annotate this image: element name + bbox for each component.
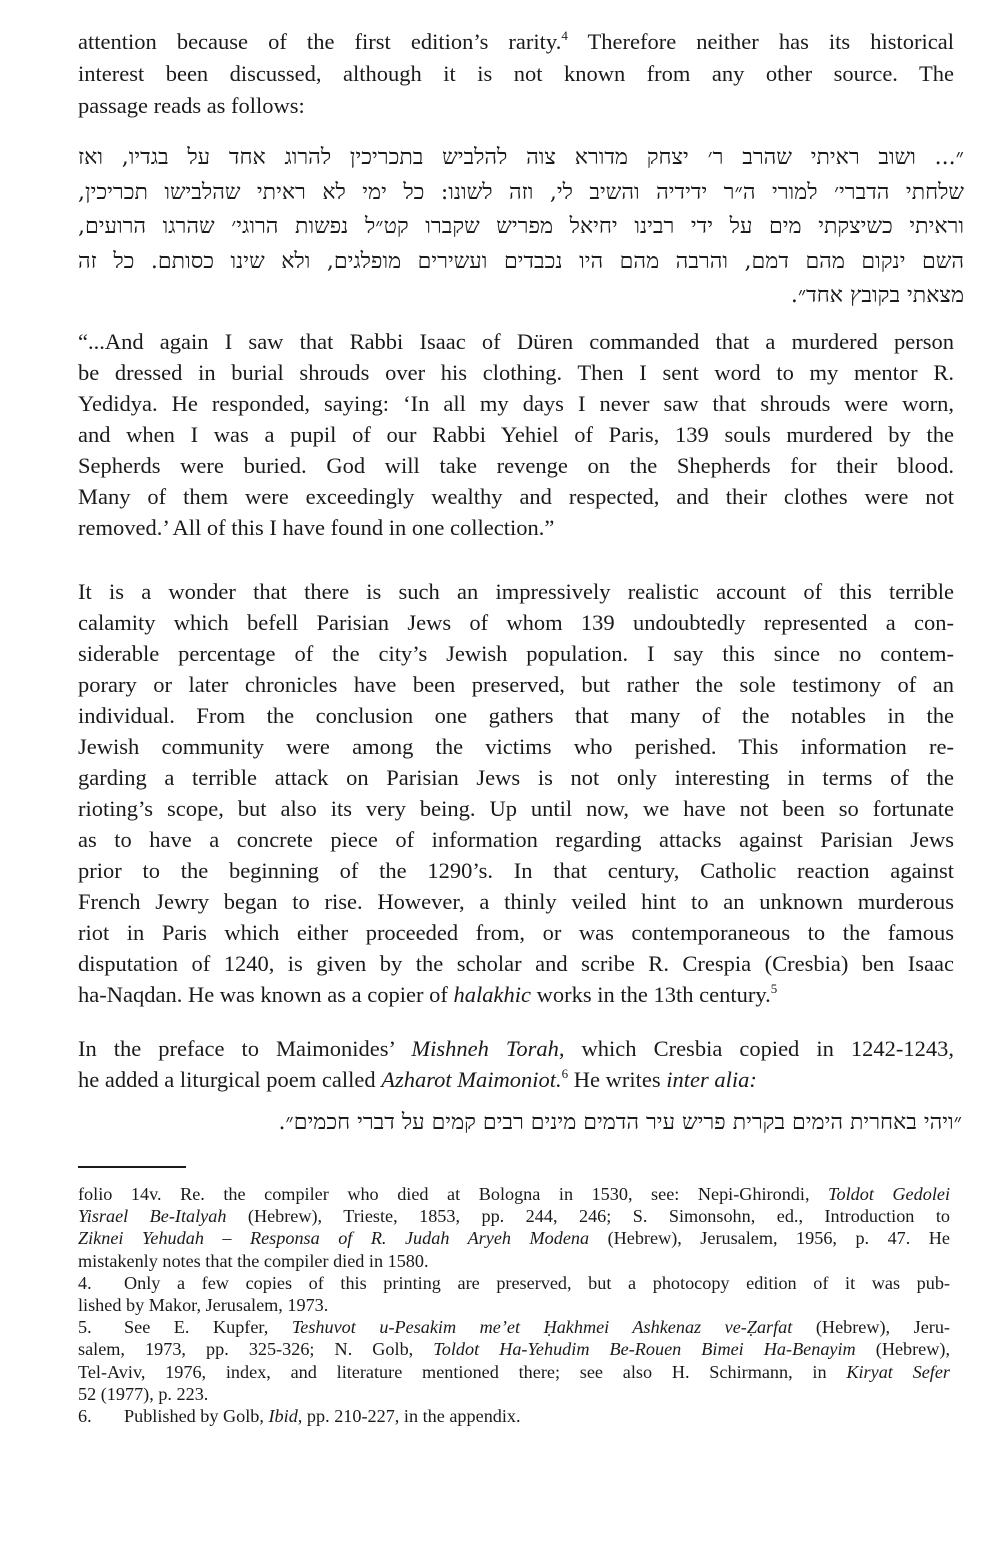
- footnote-number: 4.: [78, 1272, 92, 1293]
- footnote-line: [78, 1361, 950, 1383]
- body-line: riot in Paris which either proceeded from, or was contemporaneous to the famous: [78, 920, 954, 945]
- preface-text: He writes: [568, 1067, 667, 1092]
- footnote-line: lished by Makor, Jerusalem, 1973.: [78, 1295, 329, 1316]
- intro-text: Therefore neither has its historical: [567, 29, 954, 54]
- hebrew-line: מצאתי בקובץ אחד״.: [790, 283, 964, 308]
- footnote-line: [78, 1316, 950, 1338]
- footnote-ref: 6: [561, 1066, 569, 1081]
- preface-line: [78, 1033, 954, 1064]
- preface-text: he added a liturgical poem called: [78, 1067, 382, 1092]
- translation-line: Yedidya. He responded, saying: ‘In all my days I never saw that shrouds were worn,: [78, 391, 954, 416]
- footnote-5: [78, 1316, 950, 1405]
- intro-line: passage reads as follows:: [78, 93, 305, 118]
- hebrew-quotation: [78, 141, 964, 314]
- body-line: rioting’s scope, but also its very being. Up until now, we have not been so fortunate: [78, 796, 954, 821]
- translation-line: and when I was a pupil of our Rabbi Yehiel of Paris, 139 souls murdered by the: [78, 422, 954, 447]
- footnote-text: Published by Golb,: [124, 1406, 269, 1427]
- body-line: individual. From the conclusion one gathers that many of the notables in the: [78, 703, 954, 728]
- italic-title: Teshuvot u-Pesakim me’et Ḥakhmei Ashkenaz ve-Ẓarfat: [291, 1317, 793, 1338]
- footnote-line: [78, 1272, 950, 1294]
- italic-title: Kiryat Sefer: [846, 1361, 950, 1382]
- footnote-text: See E. Kupfer,: [124, 1317, 292, 1338]
- footnote-line: [78, 1183, 950, 1205]
- footnote-text: (Hebrew),: [855, 1339, 950, 1360]
- footnote-text: salem, 1973, pp. 325-326; N. Golb,: [78, 1339, 434, 1360]
- translation-line: Many of them were exceedingly wealthy and respected, and their clothes were not: [78, 484, 954, 509]
- footnote-ref: 5: [770, 981, 778, 996]
- body-line: Jewish community were among the victims who perished. This information re-: [78, 734, 954, 759]
- italic-term: halakhic: [453, 982, 531, 1007]
- preface-text: In the preface to Maimonides’: [78, 1036, 412, 1061]
- italic-title: Toldot Gedolei: [828, 1184, 950, 1204]
- translation-line: be dressed in burial shrouds over his clothing. Then I sent word to my mentor R.: [78, 360, 954, 385]
- intro-line: [78, 26, 954, 58]
- intro-line: interest been discussed, although it is not known from any other source. The: [78, 61, 954, 86]
- footnote-text: folio 14v. Re. the compiler who died at Bologna in 1530, see: Nepi-Ghirondi,: [78, 1184, 829, 1204]
- body-line: It is a wonder that there is such an impressively realistic account of this terrible: [78, 579, 954, 604]
- body-line: calamity which befell Parisian Jews of whom 139 undoubtedly represented a con-: [78, 610, 954, 635]
- italic-title: Azharot Maimoniot.: [381, 1067, 562, 1092]
- footnote-line: [78, 1205, 950, 1227]
- intro-text: attention because of the first edition’s rarity.: [78, 29, 562, 54]
- footnote-line: [78, 1338, 950, 1360]
- footnote-number: 5.: [78, 1317, 92, 1338]
- body-line: siderable percentage of the city’s Jewish population. I say this since no contem-: [78, 641, 954, 666]
- translation-paragraph: [78, 326, 954, 543]
- footnote-divider: [78, 1166, 186, 1168]
- hebrew-line: השם ינקום מהם דמם, והרבה מהם היו נכבדים ועשירים מופלגים, ולא שינו כסותם. כל זה: [78, 248, 964, 274]
- footnote-line: [78, 1405, 950, 1427]
- footnotes: [78, 1183, 950, 1427]
- body-line: garding a terrible attack on Parisian Jews is not only interesting in terms of the: [78, 765, 954, 790]
- preface-line: [78, 1064, 954, 1095]
- footnote-continuation: [78, 1183, 950, 1272]
- italic-title: Mishneh Torah,: [411, 1036, 565, 1061]
- footnote-line: [78, 1227, 950, 1249]
- body-line: French Jewry began to rise. However, a thinly veiled hint to an unknown murderous: [78, 889, 954, 914]
- italic-title: Yisrael Be-Italyah: [78, 1206, 227, 1227]
- italic-term: inter alia:: [666, 1067, 757, 1092]
- body-text: ha-Naqdan. He was known as a copier of: [78, 982, 454, 1007]
- footnote-text: Tel-Aviv, 1976, index, and literature mentioned there; see also H. Schirmann, in: [78, 1361, 847, 1382]
- preface-text: which Cresbia copied in 1242-1243,: [564, 1036, 954, 1061]
- translation-line: Sepherds were buried. God will take revenge on the Shepherds for their blood.: [78, 453, 954, 478]
- footnote-6: [78, 1405, 950, 1427]
- footnote-text: (Hebrew), Trieste, 1853, pp. 244, 246; S. Simonsohn, ed., Introduction to: [226, 1206, 950, 1227]
- footnote-4: [78, 1272, 950, 1316]
- hebrew-poem-line: ״ויהי באחרית הימים בקרית פריש עיר הדמים מינים רבים קמים על דברי חכמים״.: [278, 1110, 962, 1135]
- body-line: prior to the beginning of the 1290’s. In that century, Catholic reaction against: [78, 858, 954, 883]
- footnote-text: Only a few copies of this printing are preserved, but a photocopy edition of it was pub-: [124, 1272, 950, 1293]
- body-line: disputation of 1240, is given by the scholar and scribe R. Crespia (Cresbia) ben Isaac: [78, 951, 954, 976]
- body-line: [78, 979, 954, 1010]
- footnote-text: (Hebrew), Jeru-: [792, 1317, 950, 1338]
- footnote-text: pp. 210-227, in the appendix.: [302, 1406, 521, 1427]
- intro-paragraph: [78, 26, 954, 122]
- translation-line: removed.’ All of this I have found in one collection.”: [78, 515, 555, 540]
- footnote-line: 52 (1977), p. 223.: [78, 1383, 209, 1404]
- italic-title: Ziknei Yehudah – Responsa of R. Judah Aryeh Modena: [78, 1228, 590, 1249]
- hebrew-line: ״... ושוב ראיתי שהרב ר׳ יצחק מדורא צוה להלביש בתכריכין להרוג אחד על בגדיו, ואז: [78, 145, 964, 170]
- body-line: as to have a concrete piece of information regarding attacks against Parisian Jews: [78, 827, 954, 852]
- footnote-ref: 4: [561, 28, 568, 43]
- translation-line: “...And again I saw that Rabbi Isaac of Düren commanded that a murdered person: [78, 329, 954, 354]
- footnote-text: (Hebrew), Jerusalem, 1956, p. 47. He: [589, 1228, 951, 1249]
- footnote-number: 6.: [78, 1406, 92, 1427]
- italic-title: Ibid,: [268, 1406, 303, 1427]
- footnote-line: mistakenly notes that the compiler died in 1580.: [78, 1250, 429, 1271]
- italic-title: Toldot Ha-Yehudim Be-Rouen Bimei Ha-Benayim: [433, 1339, 856, 1360]
- preface-paragraph: [78, 1033, 954, 1095]
- hebrew-line: שלחתי הדברי׳ למורי ה״ר ידידיה והשיב לי, וזה לשונו: כל ימי לא ראיתי שהלבישו תכריכין,: [78, 179, 964, 205]
- body-line: porary or later chronicles have been preserved, but rather the sole testimony of an: [78, 672, 954, 697]
- body-paragraph: [78, 576, 954, 1010]
- body-text: works in the 13th century.: [530, 982, 771, 1007]
- hebrew-line: וראיתי כשיצקתי מים על ידי רבינו יחיאל מפריש שקברו קט״ל נפשות הרוגי׳ שהרגו הרועים,: [78, 214, 964, 239]
